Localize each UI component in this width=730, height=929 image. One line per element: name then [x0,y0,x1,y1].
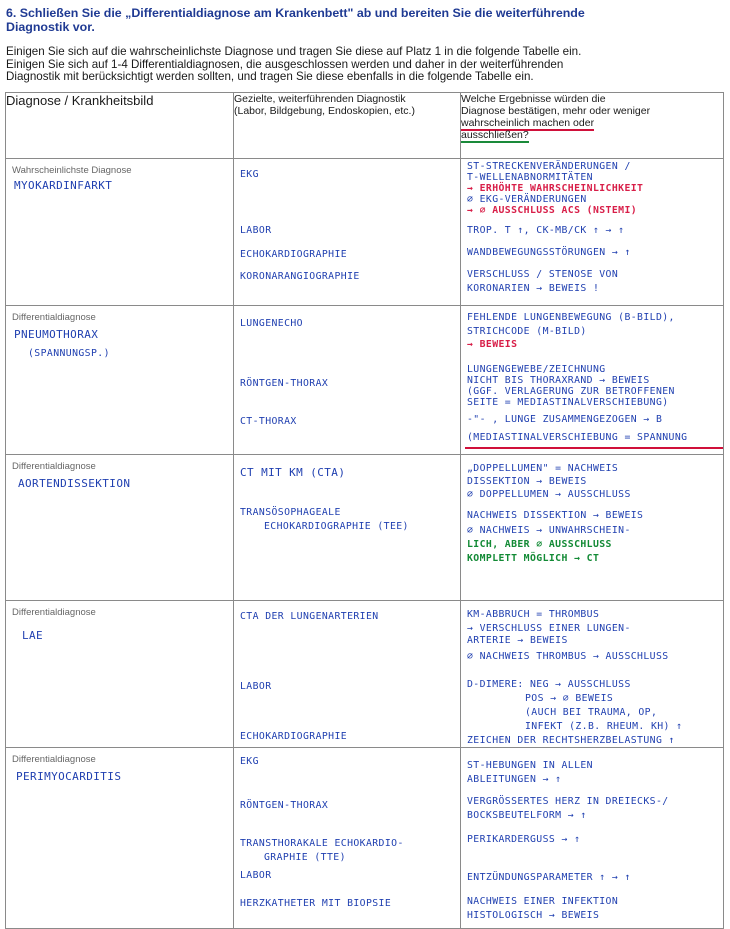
result-line: HISTOLOGISCH → BEWEIS [467,910,600,921]
diagnosis-name: MYOKARDINFARKT [14,179,113,192]
header-diagnostics [234,93,461,159]
task-title-line-1: 6. Schließen Sie die „Differentialdiagnose am Krankenbett" ab und bereiten Sie die weiterführende [6,6,585,20]
table-row [6,159,724,306]
diagnosis-name: LAE [22,629,44,642]
result-line: KM-ABBRUCH = THROMBUS [467,609,600,620]
result-line: INFEKT (Z.B. RHEUM. KH) ↑ [525,721,683,732]
instruction-line: Einigen Sie sich auf 1-4 Differentialdiagnosen, die ausgeschlossen werden und daher in der weiterführenden [6,57,564,71]
result-line: ENTZÜNDUNGSPARAMETER ↑ → ↑ [467,872,631,883]
diagnostics-cell [234,159,461,306]
result-line: ∅ DOPPELLUMEN → AUSSCHLUSS [467,489,631,500]
row-label: Differentialdiagnose [12,312,96,323]
highlight-ausschliessen: ausschließen? [461,129,529,141]
row-label: Differentialdiagnose [12,754,96,765]
result-line: (MEDIASTINALVERSCHIEBUNG = SPANNUNG [467,432,688,443]
result-line: BOCKSBEUTELFORM → ↑ [467,810,587,821]
diagnosis-name: PNEUMOTHORAX [14,328,99,341]
results-cell [461,159,724,306]
instruction-line: Diagnostik mit berücksichtigt werden sollten, und tragen Sie diese ebenfalls in die folgende Tabelle ein. [6,70,534,84]
result-line: → VERSCHLUSS EINER LUNGEN- [467,623,631,634]
test-item: RÖNTGEN-THORAX [240,378,329,389]
diagnosis-name: AORTENDISSEKTION [18,477,131,490]
test-item: KORONARANGIOGRAPHIE [240,271,360,282]
header-results [461,93,724,159]
task-title [6,6,726,34]
test-item: LABOR [240,225,272,236]
result-line: ∅ NACHWEIS → UNWAHRSCHEIN- [467,525,631,536]
test-item: EKG [240,756,259,767]
table-header-row [6,93,724,159]
result-line: ST-STRECKENVERÄNDERUNGEN / [467,161,631,172]
test-item: GRAPHIE (TTE) [264,852,346,863]
diagnostics-cell [234,748,461,929]
table-row [6,306,724,455]
result-line: → ERHÖHTE WAHRSCHEINLICHKEIT [467,183,644,194]
diagnostics-cell [234,601,461,748]
result-line: ∅ NACHWEIS THROMBUS → AUSSCHLUSS [467,651,669,662]
test-item: ECHOKARDIOGRAPHIE (TEE) [264,521,409,532]
highlight-wahrscheinlich: wahrscheinlich machen oder [461,117,595,129]
row-label: Wahrscheinlichste Diagnose [12,165,132,176]
test-item: CT MIT KM (CTA) [240,466,346,479]
results-cell [461,455,724,601]
test-item: CT-THORAX [240,416,297,427]
test-item: TRANSÖSOPHAGEALE [240,507,341,518]
test-item: TRANSTHORAKALE ECHOKARDIO- [240,838,404,849]
result-line: ARTERIE → BEWEIS [467,635,568,646]
diagnosis-table [5,92,724,929]
table-row [6,748,724,929]
diagnosis-note: (SPANNUNGSP.) [28,348,110,359]
test-item: RÖNTGEN-THORAX [240,800,329,811]
header-results-line: Diagnose bestätigen, mehr oder weniger [461,105,651,117]
header-results-line: Welche Ergebnisse würden die [461,93,606,105]
diagnosis-name: PERIMYOCARDITIS [16,770,122,783]
result-line: -"- , LUNGE ZUSAMMENGEZOGEN → B [467,414,663,425]
result-line: POS → ∅ BEWEIS [525,693,614,704]
result-line: „DOPPELLUMEN" = NACHWEIS [467,463,619,474]
test-item: LABOR [240,870,272,881]
row-label: Differentialdiagnose [12,461,96,472]
result-line: KORONARIEN → BEWEIS ! [467,283,600,294]
instructions [6,46,726,84]
result-line: ST-HEBUNGEN IN ALLEN [467,760,593,771]
header-diagnosis: Diagnose / Krankheitsbild [6,93,234,159]
result-line: KOMPLETT MÖGLICH → CT [467,553,600,564]
row-label: Differentialdiagnose [12,607,96,618]
result-line: → BEWEIS [467,339,518,350]
result-line: PERIKARDERGUSS → ↑ [467,834,581,845]
result-line: STRICHCODE (M-BILD) [467,326,587,337]
diagnosis-cell [6,159,234,306]
test-item: ECHOKARDIOGRAPHIE [240,731,348,742]
result-line: ∅ EKG-VERÄNDERUNGEN [467,194,587,205]
result-line: LICH, ABER ∅ AUSSCHLUSS [467,539,612,550]
diagnostics-cell [234,455,461,601]
result-line: ABLEITUNGEN → ↑ [467,774,562,785]
test-item: LABOR [240,681,272,692]
test-item: ECHOKARDIOGRAPHIE [240,249,348,260]
header-diagnostics-line: (Labor, Bildgebung, Endoskopien, etc.) [234,105,415,117]
test-item: LUNGENECHO [240,318,303,329]
results-cell [461,748,724,929]
results-cell [461,601,724,748]
test-item: EKG [240,169,259,180]
header-diagnostics-line: Gezielte, weiterführenden Diagnostik [234,93,406,105]
result-line: → ∅ AUSSCHLUSS ACS (NSTEMI) [467,205,638,216]
result-line: NICHT BIS THORAXRAND → BEWEIS [467,375,650,386]
result-line: (AUCH BEI TRAUMA, OP, [525,707,658,718]
result-line: VERGRÖSSERTES HERZ IN DREIECKS-/ [467,796,669,807]
result-line: TROP. T ↑, CK-MB/CK ↑ → ↑ [467,225,625,236]
task-title-line-2: Diagnostik vor. [6,20,95,34]
header-results-line [461,117,723,129]
result-line: T-WELLENABNORMITÄTEN [467,172,593,183]
result-line: D-DIMERE: NEG → AUSSCHLUSS [467,679,631,690]
result-line: NACHWEIS DISSEKTION → BEWEIS [467,510,644,521]
result-line: LUNGENGEWEBE/ZEICHNUNG [467,364,606,375]
red-underline [465,447,723,449]
result-line: SEITE = MEDIASTINALVERSCHIEBUNG) [467,397,669,408]
result-line: NACHWEIS EINER INFEKTION [467,896,619,907]
result-line: ZEICHEN DER RECHTSHERZBELASTUNG ↑ [467,735,675,746]
result-line: WANDBEWEGUNGSSTÖRUNGEN → ↑ [467,247,631,258]
table-row [6,455,724,601]
test-item: CTA DER LUNGENARTERIEN [240,611,379,622]
diagnosis-cell [6,601,234,748]
diagnosis-cell [6,455,234,601]
result-line: VERSCHLUSS / STENOSE VON [467,269,619,280]
diagnosis-cell [6,748,234,929]
result-line: DISSEKTION → BEWEIS [467,476,587,487]
results-cell [461,306,724,455]
diagnostics-cell [234,306,461,455]
result-line: (GGF. VERLAGERUNG ZUR BETROFFENEN [467,386,675,397]
test-item: HERZKATHETER MIT BIOPSIE [240,898,392,909]
diagnosis-cell [6,306,234,455]
instruction-line: Einigen Sie sich auf die wahrscheinlichste Diagnose und tragen Sie diese auf Platz 1 in die folgende Tabelle ein. [6,45,582,58]
result-line: FEHLENDE LUNGENBEWEGUNG (B-BILD), [467,312,675,323]
table-row [6,601,724,748]
